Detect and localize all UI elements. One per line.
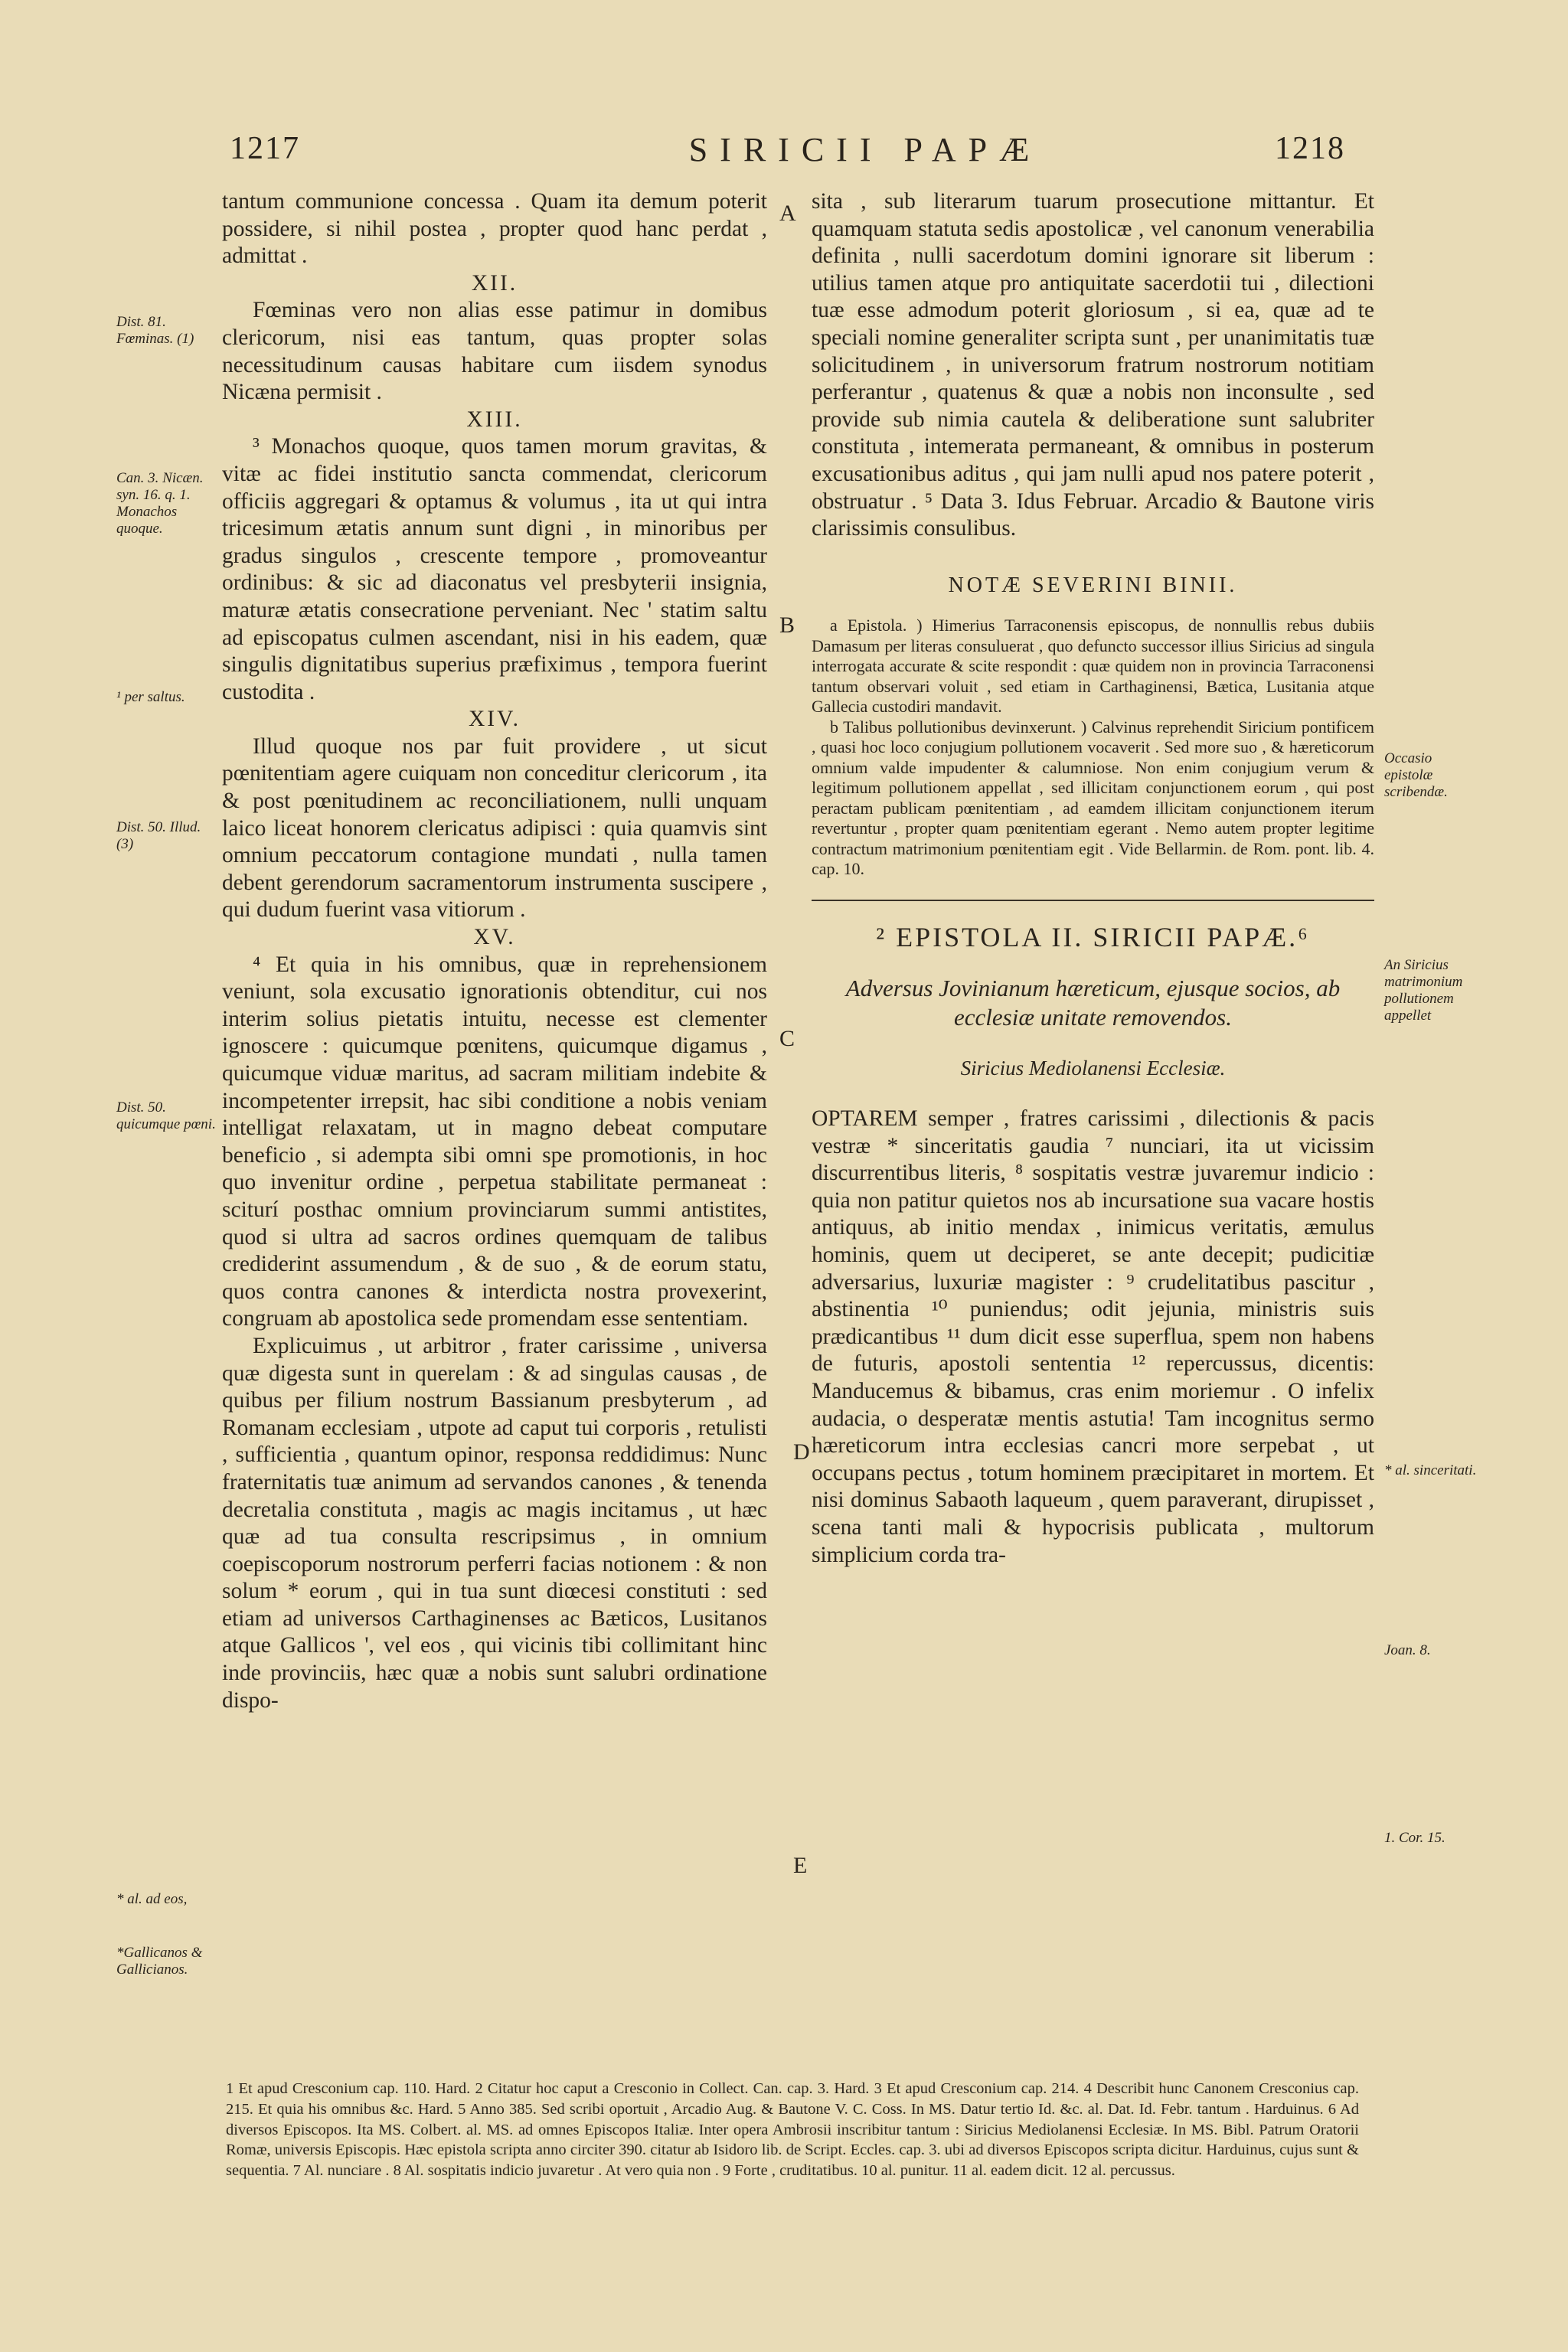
running-title: SIRICII PAPÆ [688, 131, 1042, 168]
paragraph: Explicuimus , ut arbitror , frater carissime , universa quæ digesta sunt in querelam : & ad singulas causas , de quibus per filium nostrum Bassianum presbyterum , ad Romanam ecclesiam , utpote ad caput tui corporis , retulisti , sufficientia , quantum opinor, responsa reddidimus: Nunc fraternitatis tuæ animum ad servandos canones , & tenenda decretalia constituta , magis ac magis incitamus , ut hæc quæ ad tua consulta rescripsimus , in omnium coepiscoporum nostrorum perferri facias notionem : & non solum * eorum , qui in tua sunt diœcesi constituti : sed etiam ad universos Carthaginenses ac Bæticos, Lusitanos atque Gallicos ', vel eos , qui vicinis tibi collimitant hinc inde provinciis, hæc quæ a nobis sunt salubri ordinatione dispo- [222, 1333, 767, 1713]
epistle-subtitle: Adversus Jovinianum hæreticum, ejusque socios, ab ecclesiæ unitate removendos. [845, 975, 1341, 1031]
page-number-right: 1218 [1275, 131, 1345, 166]
margin-note: Occasio epistolæ scribendæ. [1384, 750, 1448, 800]
footnotes [226, 2079, 1359, 2181]
section-number: XV. [473, 925, 516, 950]
notes-block [812, 616, 1374, 880]
margin-note: Can. 3. Nicæn. syn. 16. q. 1. Monachos quoque. [116, 470, 204, 537]
note-a: a Epistola. ) Himerius Tarraconensis episcopus, de nonnullis rebus dubiis Damasum per literas consuluerat , quo defuncto successor illius Siricius ad singula interrogata accurate & scite respondit : quæ quidem non in provincia Tarraconensi tantum observari voluit , sed etiam in Carthaginensi, Bætica, Lusitania atque Gallecia custodiri mandavit. [812, 616, 1374, 717]
divider [812, 900, 1374, 901]
margin-note: *Gallicanos & Gallicianos. [116, 1945, 203, 1978]
margin-note: * al. ad eos, [116, 1891, 188, 1907]
margin-note: 1. Cor. 15. [1384, 1830, 1446, 1846]
section-letter-c: C [779, 1026, 795, 1051]
section-letter-d: D [793, 1439, 810, 1465]
margin-note: An Siricius matrimonium pollutionem appellet [1384, 957, 1463, 1024]
paragraph: tantum communione concessa . Quam ita demum poterit possidere, si nihil postea , propter quod hanc perdat , admittat . [222, 189, 767, 269]
section-number: XIII. [466, 407, 523, 432]
section-letter-b: B [779, 612, 795, 638]
paragraph: Fœminas vero non alias esse patimur in domibus clericorum, nisi eas tantum, quas propter solas necessitudinum causas habitare cum iisdem synodus Nicæna permisit . [222, 298, 767, 405]
footnotes-text: 1 Et apud Cresconium cap. 110. Hard. 2 Citatur hoc caput a Cresconio in Collect. Can. cap. 3. Hard. 3 Et apud Cresconium cap. 214. 4 Describit hunc Canonem Cresconius cap. 215. Et quia his omnibus &c. Hard. 5 Anno 385. Sed scribi oportuit , Arcadio Aug. & Bautone V. C. Coss. In MS. Datur tertio Id. &c. al. Dat. Id. Febr. tantum . Harduinus. 6 Ad diversos Episcopos. Ita MS. Colbert. al. MS. ad omnes Episcopos Italiæ. Inter opera Ambrosii inscribitur tantum : Siricius Mediolanensi Ecclesiæ. In MS. Bibl. Patrum Oratorii Romæ, universis Episcopis. Hæc epistola scripta anno circiter 390. citatur ab Isidoro lib. de Script. Eccles. cap. 3. ubi ad diversos Episcopos scripta dicitur. Harduinus, cujus sunt & sequentia. 7 Al. nunciare . 8 Al. sospitatis indicio juvaretur . At vero quia non . 9 Forte , cruditatibus. 10 al. punitur. 11 al. eadem dicit. 12 al. percussus. [226, 2080, 1359, 2180]
margin-note: Dist. 50. quicumque pœni. [116, 1099, 216, 1132]
paragraph: ⁴ Et quia in his omnibus, quæ in reprehensionem veniunt, sola excusatio ignorationis obtenditur, cui nos interim solius pietatis intuitu, necesse est clementer ignoscere : quicumque pœnitens, quicumque digamus , quicumque viduæ maritus, ad sacram militiam indebite & incompetenter irrepsit, hac sibi conditione a nobis veniam intelligat relaxatam, ut in magno debeat computare beneficio , si adempta sibi omni spe promotionis, in hoc quo invenitur ordine , perpetua stabilitate permaneat : sciturí posthac omnium provinciarum summi antistites, quod si ultra ad sacros ordines quemquam de talibus crediderint assumendum , & de suo , & de eorum statu, quos contra canones & interdicta nostra provexerint, congruam ab apostolica sede promendam esse sententiam. [222, 952, 767, 1331]
paragraph: ³ Monachos quoque, quos tamen morum gravitas, & vitæ ac fidei institutio sancta commendat, clericorum officiis aggregari & optamus & volumus , ita ut qui intra tricesimum ætatis annum sunt digni , in minoribus per gradus singulos , crescente tempore , promoveantur ordinibus: & sic ad diaconatus vel presbyterii insignia, maturæ ætatis consecratione perveniant. Nec ' statim saltu ad episcopatus culmen ascendant, nisi in his eadem, quæ singulis dignitatibus superius præfiximus , tempora fuerint custodita . [222, 434, 767, 704]
epistle-address: Siricius Mediolanensi Ecclesiæ. [960, 1057, 1226, 1080]
margin-note: * al. sinceritati. [1384, 1462, 1477, 1478]
margin-note: Dist. 81. Fœminas. (1) [116, 314, 194, 347]
margin-note: ¹ per saltus. [116, 689, 185, 705]
right-column [812, 188, 1374, 1569]
page-header [0, 130, 1568, 184]
section-letter-a: A [779, 201, 796, 226]
section-letter-e: E [793, 1853, 808, 1878]
section-number: XIV. [468, 707, 521, 732]
paragraph: sita , sub literarum tuarum prosecutione mittantur. Et quamquam statuta sedis apostolicæ , vel canonum venerabilia definita , nulli sacerdotum domini ignorare sit liberum : utilius tamen atque pro antiquitate sacerdotii tui , dilectioni tuæ esse admodum poterit gloriosum , si ea, quæ ad te speciali nomine generaliter scripta sunt , per unanimitatis tuæ solicitudinem , in universorum fratrum nostrorum notitiam perferantur , quatenus & quæ a nobis non inconsulte , sed provide sub nimia cautela & deliberatione sunt salubriter constituta , intemerata permaneant, & omnibus in posterum excusationibus aditus , qui jam nulli apud nos patere poterit , obstruatur . ⁵ Data 3. Idus Februar. Arcadio & Bautone viris clarissimis consulibus. [812, 189, 1374, 541]
margin-note: Joan. 8. [1384, 1642, 1431, 1658]
margin-note: Dist. 50. Illud. (3) [116, 819, 201, 852]
notes-heading: NOTÆ SEVERINI BINII. [948, 573, 1238, 597]
page-number-left: 1217 [230, 131, 300, 166]
epistle-title: ² EPISTOLA II. SIRICII PAPÆ.⁶ [876, 921, 1310, 952]
epistle-text: OPTAREM semper , fratres carissimi , dilectionis & pacis vestræ * sinceritatis gaudia ⁷ nunciari, ita ut vicissim discurrentibus literis, ⁸ sospitatis vestræ juvaremur indicio : quia non patitur quietos nos ab incursatione sua vacare hostis antiquus, ab initio mendax , inimicus veritatis, æmulus hominis, quem ut deciperet, se ante decepit; pudicitiæ adversarius, luxuriæ magister : ⁹ crudelitatibus pascitur , abstinentia ¹⁰ puniendus; odit jejunia, ministris suis prædicantibus ¹¹ dum dicit esse superflua, spem non habens de futuris, apostoli sententia ¹² repercussus, dicentis: Manducemus & bibamus, cras enim moriemur . O infelix audacia, o desperatæ mentis astutia! Tam incognitus sermo hæreticorum intra ecclesias cancri more serpebat , ut occupans pectus , totum hominem præcipitaret in mortem. Et nisi dominus Sabaoth laqueum , quem paraverant, dirupisset , scena tanti mali & hypocrisis publicata , multorum simplicium corda tra- [812, 1106, 1374, 1567]
note-b: b Talibus pollutionibus devinxerunt. ) Calvinus reprehendit Siricium pontificem , quasi hoc loco conjugium pollutionem vocaverit . Sed more suo , & hæreticorum omnium valde impudenter & calumniose. Non enim conjugium verum & legitimum pollutionem appellat , sed illicitam conjunctionem eorum , qui post peractam publicam pœnitentiam , ad eamdem illicitam conjunctionem iterum revertuntur , propter quam pœnitentiam egerant . Nemo autem propter legitime contractum matrimonium pœnitentiam egit . Vide Bellarmin. de Rom. pont. lib. 4. cap. 10. [812, 717, 1374, 879]
section-number: XII. [471, 270, 518, 296]
paragraph: Illud quoque nos par fuit providere , ut sicut pœnitentiam agere cuiquam non conceditur clericorum , ita & post pœnitudinem ac reconciliationem, nulli unquam laico liceat honorem clericatus adipisci : quia quamvis sint omnium peccatorum contagione mundati , nulla tamen debent gerendorum sacramentorum instrumenta suscipere , qui dudum fuerint vasa vitiorum . [222, 733, 767, 923]
left-column [222, 188, 767, 1714]
